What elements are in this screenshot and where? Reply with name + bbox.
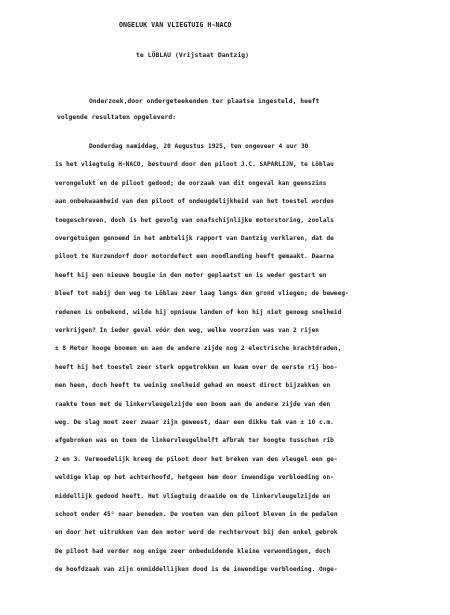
intro-line: volgende resultaten opgeleverd: (57, 114, 177, 121)
body-line: schoot onder 45° naar beneden. De voeten van den piloot bleven in de pedalen (55, 511, 338, 518)
body-line: 2 en 3. Vermoedelijk kreeg de piloot door het breken van den vleugel een ge- (55, 456, 338, 463)
body-line: men heen, doch heeft te weinig snelheid gehad en moest direct bijzakken en (55, 382, 331, 389)
body-line: is het vliegtuig H-NACO, bestuurd door den piloot J.C. SAPARLIJN, te Löblau (55, 161, 334, 168)
body-line: overgetuigen genoemd in het ambtelijk rapport van Dantzig verklaren, dat de (55, 235, 334, 242)
body-line: middellijk gedood heeft. Het vliegtuig draaide om de linkervleugelzijde en (55, 493, 331, 500)
body-line: piloot te Kurzendorf door motordefect een noodlanding heeft gemaakt. Daarna (55, 253, 334, 260)
body-line: en door het uitrukken van den motor werd de rechtervoet bij den enkel gebrok (55, 529, 338, 536)
body-line: De piloot had verder nog enige zeer onbeduidende kleine verwondingen, doch (55, 548, 331, 555)
body-line: Donderdag namiddag, 20 Augustus 1925, ten ongeveer 4 uur 30 (89, 143, 309, 150)
body-line: verongelukt en de piloot gedood; de oorzaak van dit ongeval kan geenszins (55, 180, 327, 187)
intro-line: Onderzoek,door ondergeteekenden ter plaatse ingesteld, heeft (89, 98, 320, 105)
body-line: heeft hij het toestel zeer sterk opgetrokken en kwam over de eerste rij boo- (55, 364, 338, 371)
document-title: ONGELUK VAN VLIEGTUIG H-NACO (119, 21, 232, 29)
body-line: bleef tot nabij den weg te Löblau zeer laag langs den grond vliegen; de beweeg- (55, 290, 349, 297)
document-subtitle: te LÖBLAU (Vrijstaat Dantzig) (136, 51, 250, 59)
body-line: ± 8 Meter hooge boomen en aan de andere zijde nog 2 electrische krachtdraden, (55, 345, 342, 352)
body-line: weg. De slag moet zeer zwaar zijn geweest, daar een dikke tak van ± 10 c.m. (55, 419, 334, 426)
body-line: de hoofdzaak van zijn onmiddellijken dood is de inwendige verbloeding. Onge- (55, 566, 338, 573)
body-line: toegeschreven, doch is het gevolg van onafschijnlijke motorstoring, zoolals (55, 217, 334, 224)
body-line: redenen is onbekend, wilde hij opnieuw landen of kon hij niet genoeg snelheid (55, 309, 342, 316)
body-line: heeft hij een nieuwe bougie in den motor geplaatst en is weder gestart en (55, 272, 327, 279)
body-line: weldige klap op het achterhoofd, hetgeen hem door inwendige verbloeding on- (55, 474, 334, 481)
body-line: verkrijgen? In ieder geval vóór den weg, welke voorzien was van 2 rijen (55, 327, 320, 334)
body-line: aan onbekwaamheid van den piloot of ondeugdelijkheid van het toestel worden (55, 198, 334, 205)
body-line: raakte toen met de linkervleugelzijde een boom aan de andere zijde van den (55, 401, 331, 408)
body-line: afgebroken was en toen de linkervleugelhelft afbrak ter hoogte tusschen rib (55, 437, 334, 444)
